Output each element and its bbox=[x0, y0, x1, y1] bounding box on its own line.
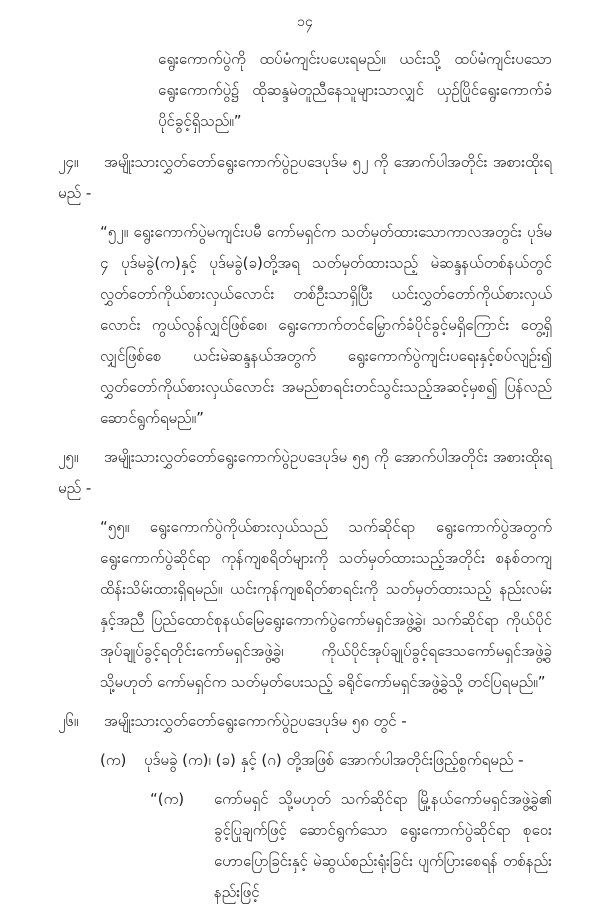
paragraph-24-number: ၂၄။ bbox=[58, 153, 79, 171]
page-number: ၁၄ bbox=[297, 14, 313, 30]
paragraph-26 bbox=[58, 706, 552, 737]
paragraph-24-text: အမျိုးသားလွှတ်တော်ရွေးကောက်ပွဲဥပဒေပုဒ်မ ၅၂ ကို အောက်ပါအတိုင်း အစားထိုးရမည် - bbox=[58, 153, 552, 202]
inner-quote-item-ka-marker: “(က) bbox=[150, 790, 185, 808]
paragraph-25 bbox=[58, 442, 552, 504]
list-item-ka-marker: (က) bbox=[100, 751, 127, 769]
quote-block-section-52: “၅၂။ ရွေးကောက်ပွဲမကျင်းပမီ ကော်မရှင်က သတ်မှတ်ထားသောကာလအတွင်း ပုဒ်မ ၄ ပုဒ်မခွဲ(က)နှင့် ပုဒ်မခွဲ(ခ)တို့အရ သတ်မှတ်ထားသည့် မဲဆန္ဒနယ်တစ်နယ်တွင် လွှတ်တော်ကိုယ်စားလှယ်လောင်း တစ်ဦးသာရှိပြီး ယင်းလွှတ်တော်ကိုယ်စားလှယ်လောင်း ကွယ်လွန်လျှင်ဖြစ်စေ၊ ရွေးကောက်တင်မြှောက်ခံပိုင်ခွင့်မရှိကြောင်း တွေ့ရှိလျှင်ဖြစ်စေ ယင်းမဲဆန္ဒနယ်အတွက် ရွေးကောက်ပွဲကျင်းပရေးနှင့်စပ်လျဉ်း၍ လွှတ်တော်ကိုယ်စားလှယ်လောင်း အမည်စာရင်းတင်သွင်းသည့်အဆင့်မှစ၍ ပြန်လည်ဆောင်ရွက်ရမည်။” bbox=[100, 223, 552, 427]
list-item-ka-text: ပုဒ်မခွဲ (က)၊ (ခ) နှင့် (ဂ) တို့အဖြစ် အောက်ပါအတိုင်းဖြည့်စွက်ရမည် - bbox=[144, 751, 524, 769]
inner-quote-item-ka bbox=[150, 784, 552, 908]
paragraph-26-text: အမျိုးသားလွှတ်တော်ရွေးကောက်ပွဲဥပဒေပုဒ်မ ၅၈ တွင် - bbox=[104, 712, 407, 730]
paragraph-25-text: အမျိုးသားလွှတ်တော်ရွေးကောက်ပွဲဥပဒေပုဒ်မ ၅၅ ကို အောက်ပါအတိုင်း အစားထိုးရမည် - bbox=[58, 448, 552, 497]
quote-block-section-55: “၅၅။ ရွေးကောက်ပွဲကိုယ်စားလှယ်သည် သက်ဆိုင်ရာ ရွေးကောက်ပွဲအတွက် ရွေးကောက်ပွဲဆိုင်ရာ ကုန်ကျစရိတ်များကို သတ်မှတ်ထားသည့်အတိုင်း စနစ်တကျ ထိန်းသိမ်းထားရှိရမည်။ ယင်းကုန်ကျစရိတ်စာရင်းကို သတ်မှတ်ထားသည့် နည်းလမ်းနှင့်အညီ ပြည်ထောင်စုနယ်မြေရွေးကောက်ပွဲကော်မရှင်အဖွဲ့ခွဲ၊ သက်ဆိုင်ရာ ကိုယ်ပိုင်အုပ်ချုပ်ခွင့်ရတိုင်းကော်မရှင်အဖွဲ့ခွဲ၊ ကိုယ်ပိုင်အုပ်ချုပ်ခွင့်ရဒေသကော်မရှင်အဖွဲ့ခွဲ သို့မဟုတ် ကော်မရှင်က သတ်မှတ်ပေးသည့် ခရိုင်ကော်မရှင်အဖွဲ့ခွဲသို့ တင်ပြရမည်။” bbox=[100, 518, 552, 691]
list-item-ka bbox=[100, 745, 552, 776]
paragraph-26-number: ၂၆။ bbox=[58, 712, 79, 730]
paragraph-25-number: ၂၅။ bbox=[58, 448, 79, 466]
inner-quote-item-ka-text: ကော်မရှင် သို့မဟုတ် သက်ဆိုင်ရာ မြို့နယ်ကော်မရှင်အဖွဲ့ခွဲ၏ ခွင့်ပြုချက်ဖြင့် ဆောင်ရွက်သော ရွေးကောက်ပွဲဆိုင်ရာ စုဝေးဟောပြောခြင်းနှင့် မဲဆွယ်စည်းရုံးခြင်း ပျက်ပြားစေရန် တစ်နည်းနည်းဖြင့် bbox=[214, 790, 552, 901]
intro-quote-paragraph: ရွေးကောက်ပွဲကို ထပ်မံကျင်းပပေးရမည်။ ယင်းသို့ ထပ်မံကျင်းပသော ရွေးကောက်ပွဲ၌ ထိုဆန္ဒမဲတူညီနေသူများသာလျှင် ယှဉ်ပြိုင်ရွေးကောက်ခံပိုင်ခွင့်ရှိသည်။” bbox=[158, 50, 552, 130]
paragraph-24 bbox=[58, 147, 552, 209]
